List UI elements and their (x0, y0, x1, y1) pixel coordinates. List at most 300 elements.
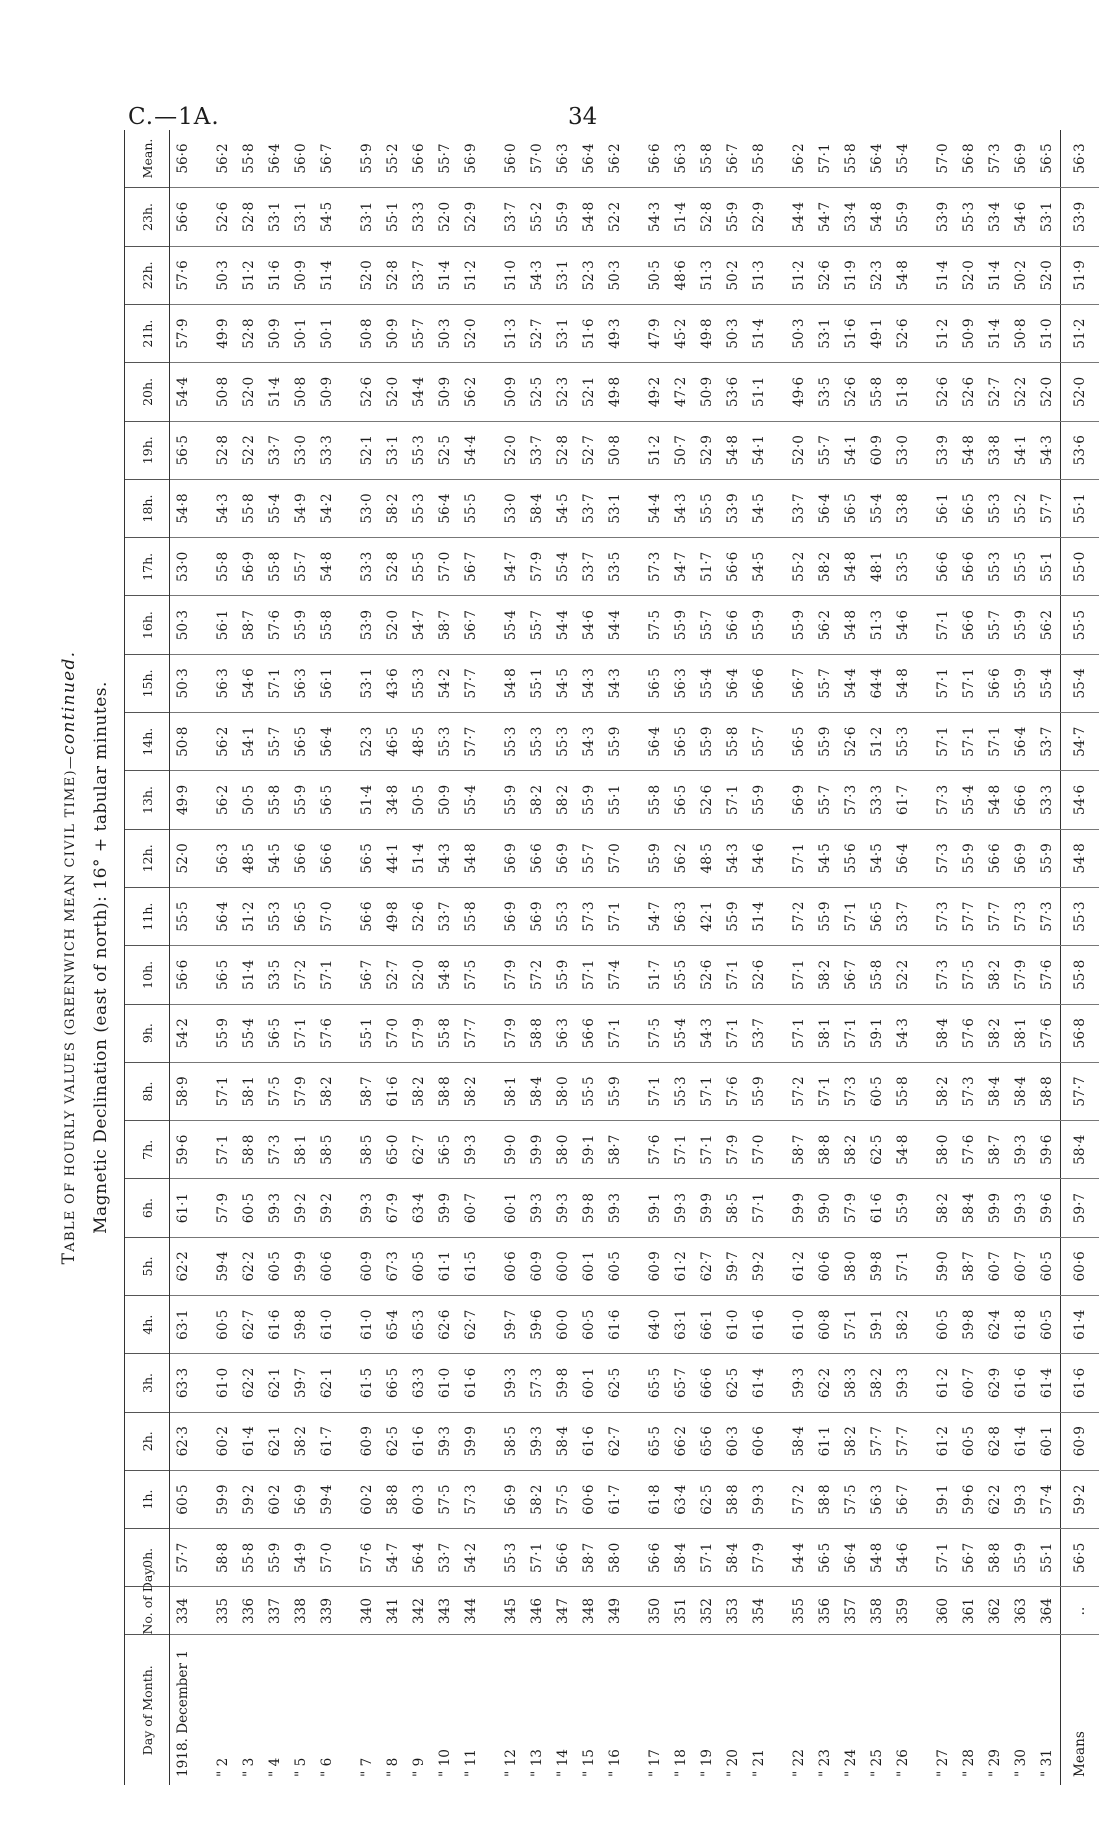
day-number: 356 (812, 1587, 838, 1635)
column-header: 5h. (125, 1237, 170, 1295)
value-cell: 62·7 (602, 1412, 628, 1470)
value-cell: 54·3 (668, 479, 694, 537)
value-cell: 53·1 (550, 246, 576, 304)
value-cell: 54·8 (956, 421, 982, 479)
value-cell: 54·8 (838, 538, 864, 596)
value-cell: 56·6 (642, 130, 668, 188)
value-cell: 57·6 (1034, 1004, 1061, 1062)
value-cell: 51·3 (864, 596, 890, 654)
value-cell: 58·2 (930, 1179, 956, 1237)
value-cell: 67·9 (380, 1179, 406, 1237)
value-cell: 62·5 (864, 1121, 890, 1179)
value-cell: 53·5 (812, 363, 838, 421)
value-cell: 56·5 (864, 887, 890, 945)
value-cell: 65·5 (642, 1354, 668, 1412)
value-cell: 55·3 (550, 887, 576, 945)
value-cell: 60·5 (602, 1237, 628, 1295)
value-cell: 56·9 (498, 829, 524, 887)
value-cell: 53·3 (406, 188, 432, 246)
value-cell: 49·3 (602, 304, 628, 362)
value-cell: 55·1 (1034, 1529, 1061, 1587)
column-header: No. of Day. (125, 1587, 170, 1635)
header-row (125, 130, 170, 1785)
day-label: " 24 (843, 1749, 859, 1777)
value-cell: 55·3 (498, 713, 524, 771)
value-cell: 52·3 (354, 713, 380, 771)
value-cell: 56·2 (458, 363, 484, 421)
value-cell: 60·1 (498, 1179, 524, 1237)
value-cell: 60·7 (982, 1237, 1008, 1295)
value-cell: 57·7 (170, 1529, 197, 1587)
value-cell: 50·9 (288, 246, 314, 304)
value-cell: 56·3 (550, 1004, 576, 1062)
value-cell: 52·0 (956, 246, 982, 304)
value-cell: 54·7 (380, 1529, 406, 1587)
table-row (524, 130, 550, 1785)
value-cell: 57·1 (930, 654, 956, 712)
value-cell: 53·3 (354, 538, 380, 596)
value-cell: 50·9 (314, 363, 340, 421)
value-cell: 54·6 (890, 1529, 916, 1587)
group-spacer (340, 130, 354, 1785)
value-cell: 57·3 (1034, 887, 1061, 945)
value-cell: 57·3 (838, 1062, 864, 1120)
value-cell: 57·2 (524, 946, 550, 1004)
value-cell: 60·2 (262, 1470, 288, 1528)
day-label: " 8 (385, 1757, 401, 1777)
value-cell: 52·6 (694, 771, 720, 829)
value-cell: 52·6 (890, 304, 916, 362)
value-cell: 55·8 (746, 130, 772, 188)
value-cell: 57·7 (982, 887, 1008, 945)
value-cell: 51·4 (432, 246, 458, 304)
value-cell: 53·1 (354, 654, 380, 712)
value-cell: 66·2 (668, 1412, 694, 1470)
value-cell: 57·9 (210, 1179, 236, 1237)
value-cell: 57·1 (930, 713, 956, 771)
value-cell: 53·7 (524, 421, 550, 479)
value-cell: 55·8 (432, 1004, 458, 1062)
value-cell: 58·1 (1008, 1004, 1034, 1062)
value-cell: 57·1 (210, 1121, 236, 1179)
value-cell: 57·9 (524, 538, 550, 596)
value-cell: 57·0 (314, 1529, 340, 1587)
day-number: 358 (864, 1587, 890, 1635)
value-cell: 61·1 (432, 1237, 458, 1295)
value-cell: 56·4 (432, 479, 458, 537)
value-cell: 57·7 (458, 713, 484, 771)
value-cell: 43·6 (380, 654, 406, 712)
value-cell: 57·5 (458, 946, 484, 1004)
value-cell: 56·5 (642, 654, 668, 712)
column-header: 0h. (125, 1529, 170, 1587)
value-cell: 61·4 (236, 1412, 262, 1470)
group-spacer (484, 130, 498, 1785)
value-cell: 52·2 (1008, 363, 1034, 421)
value-cell: 57·1 (524, 1529, 550, 1587)
value-cell: 55·2 (786, 538, 812, 596)
value-cell: 62·5 (720, 1354, 746, 1412)
value-cell: 58·2 (380, 479, 406, 537)
value-cell: 51·9 (838, 246, 864, 304)
value-cell: 59·4 (314, 1470, 340, 1528)
value-cell: 58·5 (354, 1121, 380, 1179)
value-cell: 55·3 (406, 654, 432, 712)
table-row (354, 130, 380, 1785)
value-cell: 57·3 (930, 829, 956, 887)
value-cell: 61·0 (210, 1354, 236, 1412)
value-cell: 63·1 (668, 1296, 694, 1354)
value-cell: 61·2 (930, 1354, 956, 1412)
value-cell: 50·5 (236, 771, 262, 829)
value-cell: 58·2 (890, 1296, 916, 1354)
value-cell: 61·4 (1061, 1296, 1100, 1354)
day-number: 361 (956, 1587, 982, 1635)
value-cell: 56·7 (956, 1529, 982, 1587)
value-cell: 52·8 (550, 421, 576, 479)
value-cell: 58·4 (930, 1004, 956, 1062)
value-cell: 61·6 (262, 1296, 288, 1354)
value-cell: 56·9 (236, 538, 262, 596)
value-cell: 60·5 (1034, 1296, 1061, 1354)
value-cell: 53·9 (354, 596, 380, 654)
value-cell: 59·3 (786, 1354, 812, 1412)
value-cell: 54·4 (786, 1529, 812, 1587)
value-cell: 52·6 (694, 946, 720, 1004)
value-cell: 57·1 (720, 771, 746, 829)
value-cell: 60·6 (812, 1237, 838, 1295)
value-cell: 54·9 (288, 479, 314, 537)
value-cell: 49·1 (864, 304, 890, 362)
value-cell: 55·4 (1034, 654, 1061, 712)
column-header: Mean. (125, 130, 170, 188)
value-cell: 55·9 (550, 188, 576, 246)
value-cell: 55·3 (668, 1062, 694, 1120)
value-cell: 59·3 (524, 1179, 550, 1237)
value-cell: 52·6 (930, 363, 956, 421)
value-cell: 59·6 (956, 1470, 982, 1528)
value-cell: 54·8 (838, 596, 864, 654)
column-header: 20h. (125, 363, 170, 421)
value-cell: 51·4 (314, 246, 340, 304)
value-cell: 59·8 (550, 1354, 576, 1412)
day-label: " 19 (699, 1749, 715, 1777)
value-cell: 54·8 (864, 1529, 890, 1587)
value-cell: 58·4 (524, 479, 550, 537)
value-cell: 56·6 (982, 829, 1008, 887)
value-cell: 61·0 (786, 1296, 812, 1354)
value-cell: 63·3 (170, 1354, 197, 1412)
value-cell: 59·1 (576, 1121, 602, 1179)
table-row (170, 130, 197, 1785)
value-cell: 57·0 (314, 887, 340, 945)
value-cell: 56·7 (720, 130, 746, 188)
value-cell: 52·0 (1034, 363, 1061, 421)
group-spacer (196, 130, 210, 1785)
table-subtitle: Magnetic Declination (east of north): 16° + tabular minutes. (91, 681, 111, 1234)
table-row (1034, 130, 1061, 1785)
value-cell: 60·5 (170, 1470, 197, 1528)
value-cell: 52·0 (1061, 363, 1100, 421)
value-cell: 61·5 (458, 1237, 484, 1295)
value-cell: 58·2 (930, 1062, 956, 1120)
value-cell: 57·5 (262, 1062, 288, 1120)
value-cell: 56·4 (812, 479, 838, 537)
value-cell: 59·6 (1034, 1179, 1061, 1237)
value-cell: 55·1 (1061, 479, 1100, 537)
value-cell: 57·5 (642, 1004, 668, 1062)
value-cell: 56·5 (288, 887, 314, 945)
value-cell: 56·1 (210, 596, 236, 654)
day-number: 336 (236, 1587, 262, 1635)
value-cell: 57·1 (930, 596, 956, 654)
value-cell: 57·1 (694, 1062, 720, 1120)
value-cell: 58·7 (602, 1121, 628, 1179)
value-cell: 62·6 (432, 1296, 458, 1354)
value-cell: 54·4 (458, 421, 484, 479)
value-cell: 55·7 (288, 538, 314, 596)
value-cell: 53·7 (498, 188, 524, 246)
value-cell: 52·6 (838, 363, 864, 421)
value-cell: 57·7 (890, 1412, 916, 1470)
value-cell: 54·1 (838, 421, 864, 479)
value-cell: 62·9 (982, 1354, 1008, 1412)
value-cell: 52·7 (380, 946, 406, 1004)
value-cell: 53·0 (354, 479, 380, 537)
value-cell: 56·4 (864, 130, 890, 188)
value-cell: 58·4 (956, 1179, 982, 1237)
value-cell: 51·4 (262, 363, 288, 421)
value-cell: 55·8 (236, 479, 262, 537)
value-cell: 57·7 (1061, 1062, 1100, 1120)
value-cell: 55·9 (786, 596, 812, 654)
value-cell: 53·6 (1061, 421, 1100, 479)
value-cell: 52·7 (524, 304, 550, 362)
value-cell: 55·8 (864, 363, 890, 421)
value-cell: 52·6 (956, 363, 982, 421)
value-cell: 53·7 (890, 887, 916, 945)
value-cell: 56·4 (1008, 713, 1034, 771)
value-cell: 34·8 (380, 771, 406, 829)
value-cell: 49·6 (786, 363, 812, 421)
value-cell: 55·9 (602, 1062, 628, 1120)
value-cell: 55·8 (458, 887, 484, 945)
value-cell: 58·0 (838, 1237, 864, 1295)
value-cell: 54·7 (498, 538, 524, 596)
value-cell: 62·5 (380, 1412, 406, 1470)
value-cell: 51·0 (1034, 304, 1061, 362)
value-cell: 59·3 (890, 1354, 916, 1412)
value-cell: 58·9 (170, 1062, 197, 1120)
value-cell: 60·7 (458, 1179, 484, 1237)
value-cell: 55·7 (262, 713, 288, 771)
value-cell: 58·4 (524, 1062, 550, 1120)
value-cell: 58·8 (1034, 1062, 1061, 1120)
value-cell: 52·7 (576, 421, 602, 479)
value-cell: 57·6 (956, 1121, 982, 1179)
value-cell: 57·1 (956, 654, 982, 712)
day-label: " 2 (215, 1757, 231, 1777)
value-cell: 56·5 (432, 1121, 458, 1179)
value-cell: 50·3 (170, 654, 197, 712)
value-cell: 52·0 (236, 363, 262, 421)
value-cell: 55·7 (432, 130, 458, 188)
value-cell: 53·7 (406, 246, 432, 304)
value-cell: 52·8 (380, 538, 406, 596)
value-cell: 58·8 (380, 1470, 406, 1528)
value-cell: 55·7 (406, 304, 432, 362)
column-header: Day of Month. (125, 1635, 170, 1785)
value-cell: 56·6 (354, 887, 380, 945)
value-cell: 61·2 (786, 1237, 812, 1295)
value-cell: 58·8 (720, 1470, 746, 1528)
value-cell: 58·2 (838, 1412, 864, 1470)
value-cell: 57·0 (602, 829, 628, 887)
table-row (930, 130, 956, 1785)
value-cell: 57·9 (498, 946, 524, 1004)
value-cell: 56·3 (864, 1470, 890, 1528)
value-cell: 55·7 (524, 596, 550, 654)
value-cell: 55·9 (288, 771, 314, 829)
value-cell: 59·3 (498, 1354, 524, 1412)
value-cell: 55·8 (210, 538, 236, 596)
value-cell: 57·3 (576, 887, 602, 945)
value-cell: 51·2 (786, 246, 812, 304)
value-cell: 58·3 (838, 1354, 864, 1412)
value-cell: 59·9 (432, 1179, 458, 1237)
value-cell: 60·6 (576, 1470, 602, 1528)
value-cell: 56·5 (288, 713, 314, 771)
value-cell: 53·1 (550, 304, 576, 362)
column-header: 22h. (125, 246, 170, 304)
value-cell: 55·5 (576, 1062, 602, 1120)
table-title (59, 130, 79, 1785)
column-header: 13h. (125, 771, 170, 829)
column-header: 4h. (125, 1296, 170, 1354)
day-label: " 27 (935, 1749, 951, 1777)
value-cell: 54·8 (982, 771, 1008, 829)
value-cell: 58·8 (236, 1121, 262, 1179)
value-cell: 61·2 (668, 1237, 694, 1295)
value-cell: 56·5 (314, 771, 340, 829)
value-cell: 60·9 (354, 1412, 380, 1470)
value-cell: 55·4 (864, 479, 890, 537)
table-row (380, 130, 406, 1785)
day-label: " 21 (751, 1749, 767, 1777)
value-cell: 54·8 (170, 479, 197, 537)
value-cell: 56·6 (170, 188, 197, 246)
value-cell: 51·3 (746, 246, 772, 304)
value-cell: 52·0 (498, 421, 524, 479)
value-cell: 49·8 (380, 887, 406, 945)
value-cell: 52·6 (406, 887, 432, 945)
value-cell: 62·5 (694, 1470, 720, 1528)
value-cell: 62·7 (406, 1121, 432, 1179)
value-cell: 60·5 (864, 1062, 890, 1120)
value-cell: 49·8 (694, 304, 720, 362)
value-cell: 61·7 (890, 771, 916, 829)
day-number: 348 (576, 1587, 602, 1635)
day-label: " 16 (607, 1749, 623, 1777)
value-cell: 59·0 (498, 1121, 524, 1179)
value-cell: 55·8 (864, 946, 890, 1004)
value-cell: 58·2 (812, 538, 838, 596)
value-cell: 52·6 (746, 946, 772, 1004)
value-cell: 57·1 (746, 1179, 772, 1237)
value-cell: 56·6 (982, 654, 1008, 712)
value-cell: 54·8 (720, 421, 746, 479)
day-number: 344 (458, 1587, 484, 1635)
value-cell: 48·1 (864, 538, 890, 596)
value-cell: 57·4 (1034, 1470, 1061, 1528)
day-label: 1918. December 1 (175, 1650, 191, 1777)
value-cell: 59·3 (668, 1179, 694, 1237)
value-cell: 56·7 (786, 654, 812, 712)
value-cell: 58·2 (812, 946, 838, 1004)
value-cell: 57·2 (786, 887, 812, 945)
day-number: 345 (498, 1587, 524, 1635)
value-cell: 57·6 (170, 246, 197, 304)
value-cell: 59·1 (642, 1179, 668, 1237)
value-cell: 53·1 (812, 304, 838, 362)
value-cell: 57·3 (642, 538, 668, 596)
value-cell: 54·2 (170, 1004, 197, 1062)
value-cell: 60·6 (746, 1412, 772, 1470)
value-cell: 55·3 (550, 713, 576, 771)
value-cell: 55·8 (1061, 946, 1100, 1004)
column-header: 1h. (125, 1470, 170, 1528)
value-cell: 55·4 (550, 538, 576, 596)
value-cell: 51·9 (1061, 246, 1100, 304)
value-cell: 51·4 (354, 771, 380, 829)
value-cell: 65·3 (406, 1296, 432, 1354)
value-cell: 60·9 (642, 1237, 668, 1295)
value-cell: 63·4 (406, 1179, 432, 1237)
value-cell: 55·3 (406, 421, 432, 479)
value-cell: 59·0 (812, 1179, 838, 1237)
table-row (890, 130, 916, 1785)
value-cell: 50·8 (210, 363, 236, 421)
value-cell: 57·5 (956, 946, 982, 1004)
value-cell: 65·4 (380, 1296, 406, 1354)
value-cell: 57·9 (746, 1529, 772, 1587)
value-cell: 57·6 (262, 596, 288, 654)
value-cell: 58·2 (982, 1004, 1008, 1062)
value-cell: 56·2 (210, 713, 236, 771)
value-cell: 59·3 (1008, 1179, 1034, 1237)
value-cell: 61·4 (746, 1354, 772, 1412)
value-cell: 57·9 (720, 1121, 746, 1179)
value-cell: 51·2 (642, 421, 668, 479)
value-cell: 54·8 (890, 1121, 916, 1179)
value-cell: 57·5 (838, 1470, 864, 1528)
value-cell: 59·1 (864, 1296, 890, 1354)
value-cell: 53·1 (380, 421, 406, 479)
value-cell: 56·9 (524, 887, 550, 945)
day-label: " 22 (791, 1749, 807, 1777)
value-cell: 57·0 (930, 130, 956, 188)
value-cell: 55·2 (524, 188, 550, 246)
value-cell: 60·5 (406, 1237, 432, 1295)
value-cell: 55·8 (694, 130, 720, 188)
value-cell: 59·4 (210, 1237, 236, 1295)
value-cell: 55·9 (498, 771, 524, 829)
value-cell: 58·0 (550, 1121, 576, 1179)
table-row (956, 130, 982, 1785)
value-cell: 57·1 (720, 946, 746, 1004)
table-row (668, 130, 694, 1785)
value-cell: 55·9 (576, 771, 602, 829)
